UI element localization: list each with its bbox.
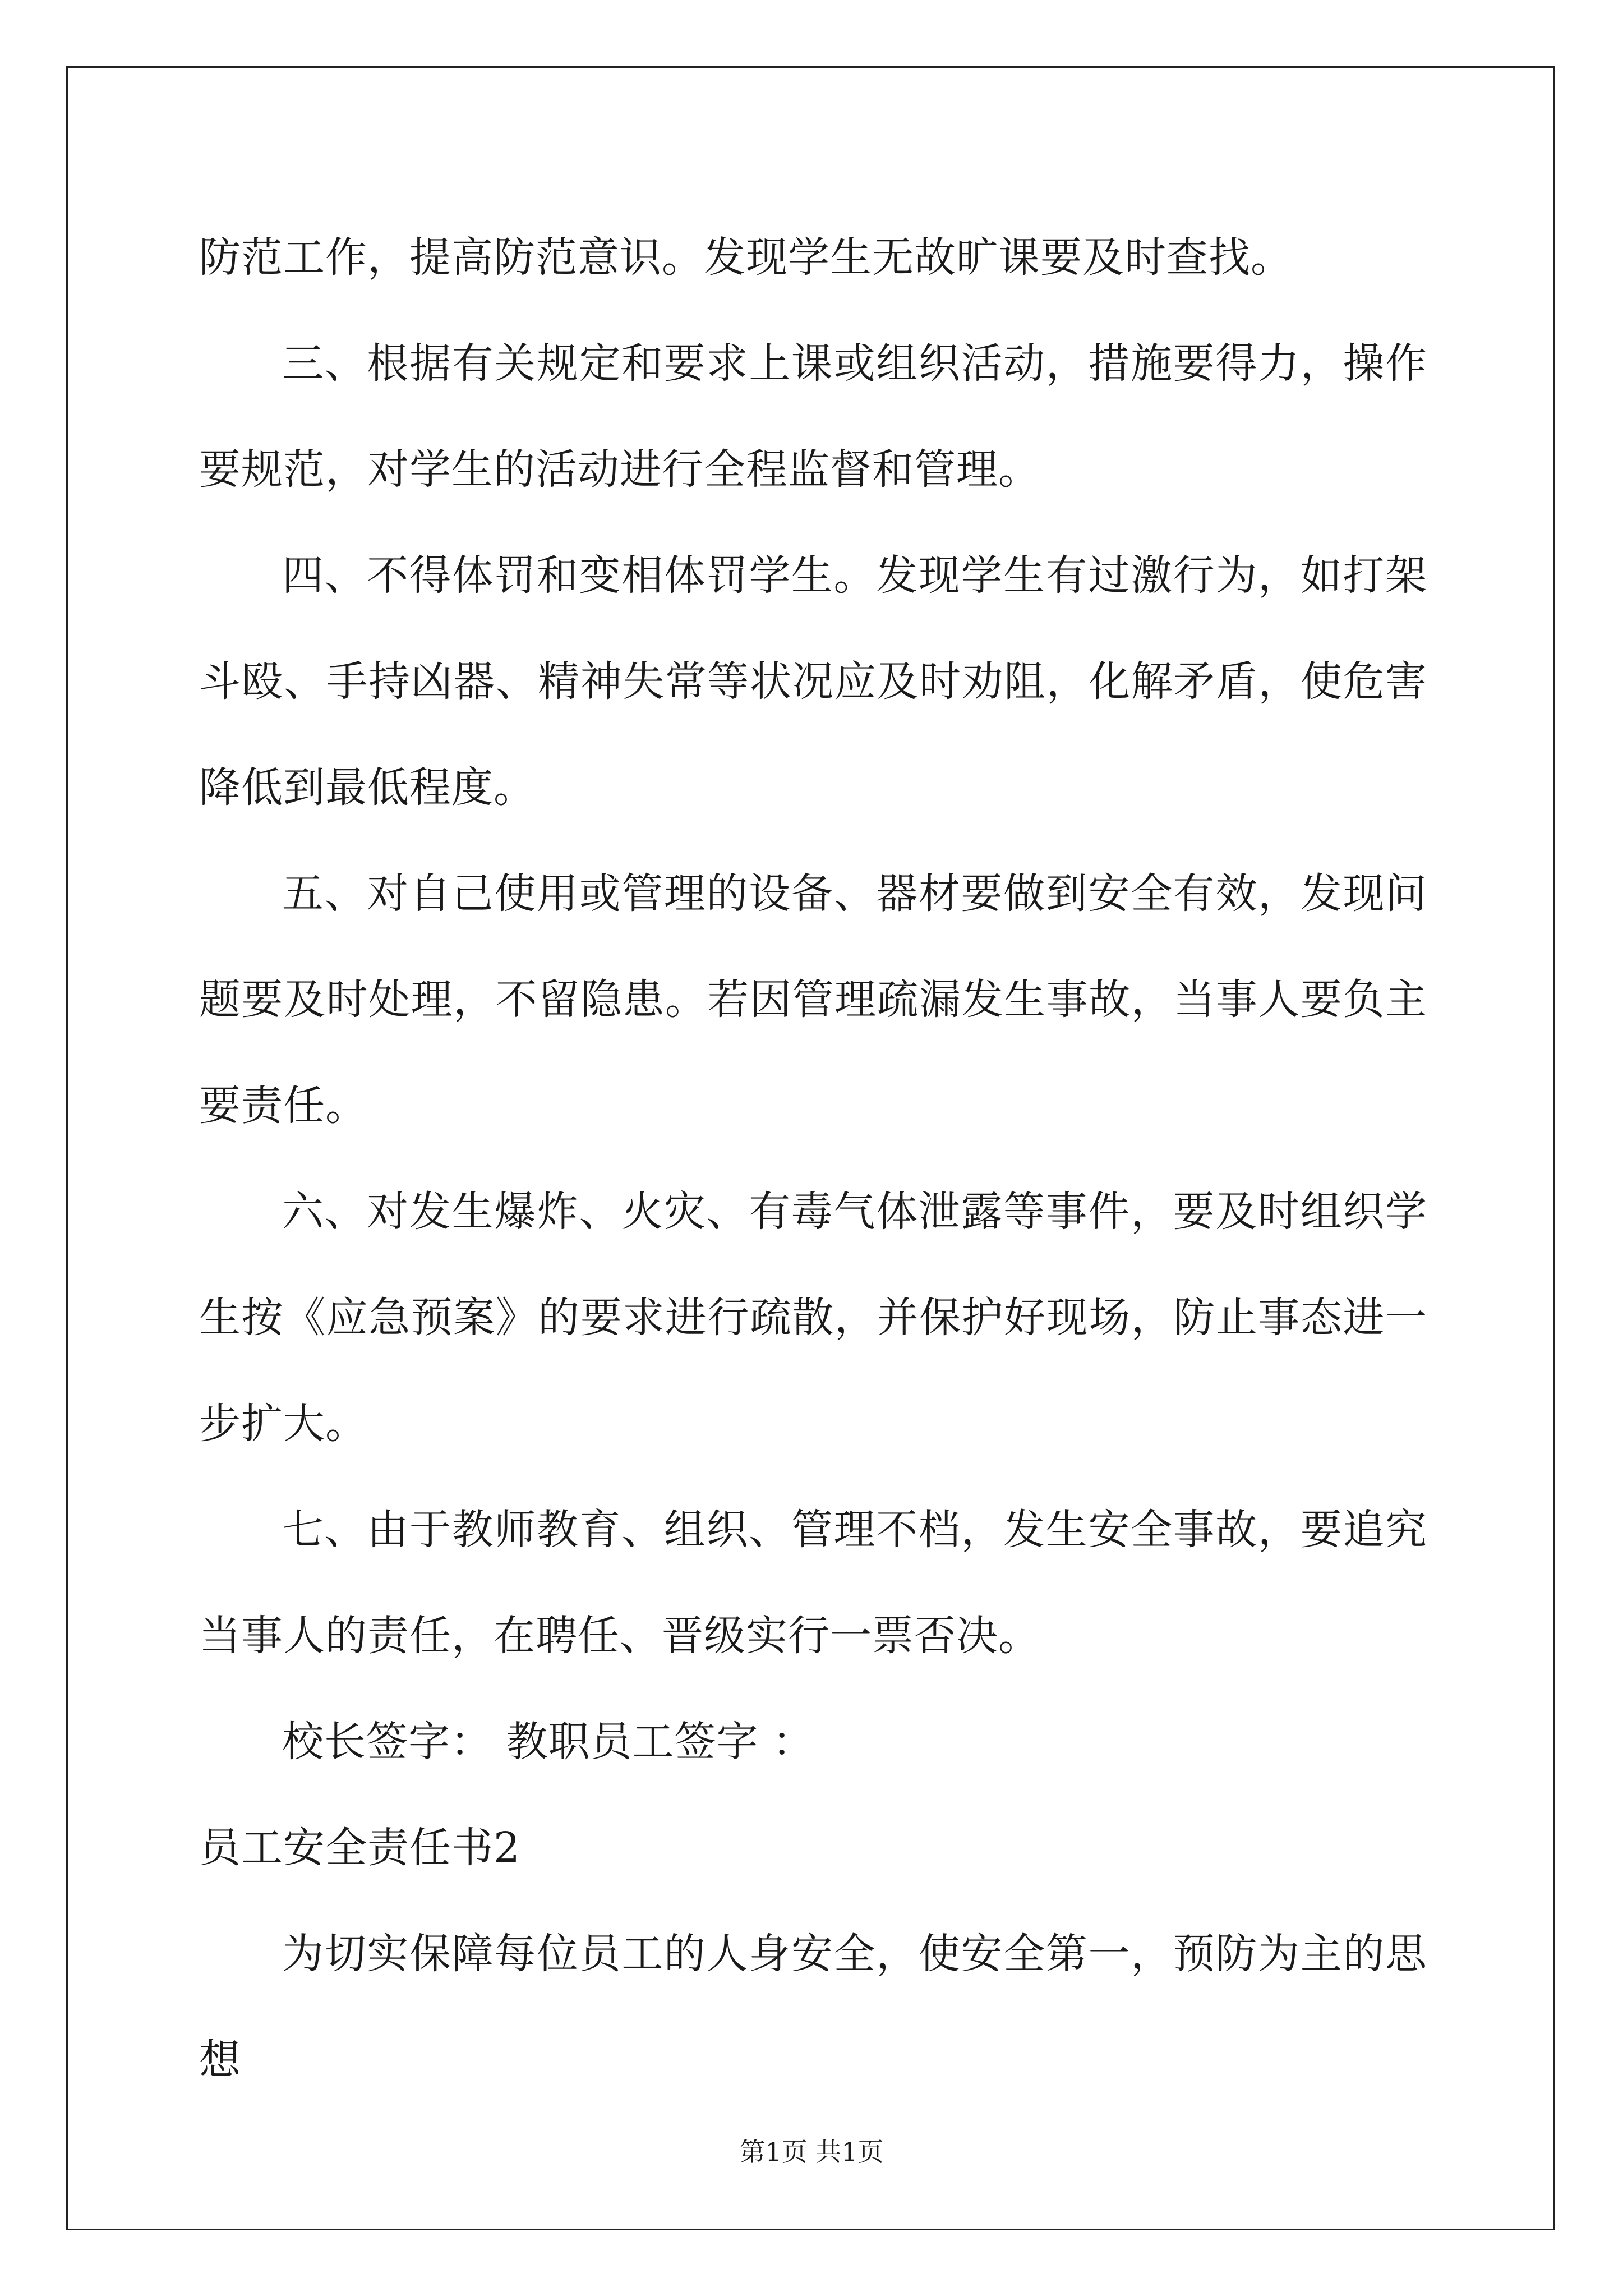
paragraph-item-3: 三、根据有关规定和要求上课或组织活动，措施要得力，操作要规范，对学生的活动进行全程监督和管理。 [199,339,1427,494]
paragraph-item-5: 五、对自己使用或管理的设备、器材要做到安全有效，发现问题要及时处理，不留隐患。若因管理疏漏发生事故，当事人要负主要责任。 [199,869,1427,1130]
paragraph-continuation: 防范工作，提高防范意识。发现学生无故旷课要及时查找。 [199,233,1293,282]
paragraph-item-4: 四、不得体罚和变相体罚学生。发现学生有过激行为，如打架斗殴、手持凶器、精神失常等状况应及时劝阻，化解矛盾，使危害降低到最低程度。 [199,551,1427,812]
document-body [199,205,1427,2113]
paragraph-item-6: 六、对发生爆炸、火灾、有毒气体泄露等事件，要及时组织学生按《应急预案》的要求进行疏散，并保护好现场，防止事态进一步扩大。 [199,1188,1427,1448]
signature-line: 校长签字： 教职员工签字 ： [282,1718,815,1766]
paragraph-intro: 为切实保障每位员工的人身安全，使安全第一，预防为主的思想 [199,1930,1427,2084]
page-footer: 第1页 共1页 [739,2137,884,2167]
paragraph-item-7: 七、由于教师教育、组织、管理不档，发生安全事故，要追究当事人的责任，在聘任、晋级实行一票否决。 [199,1506,1427,1660]
section-heading: 员工安全责任书2 [199,1824,521,1872]
